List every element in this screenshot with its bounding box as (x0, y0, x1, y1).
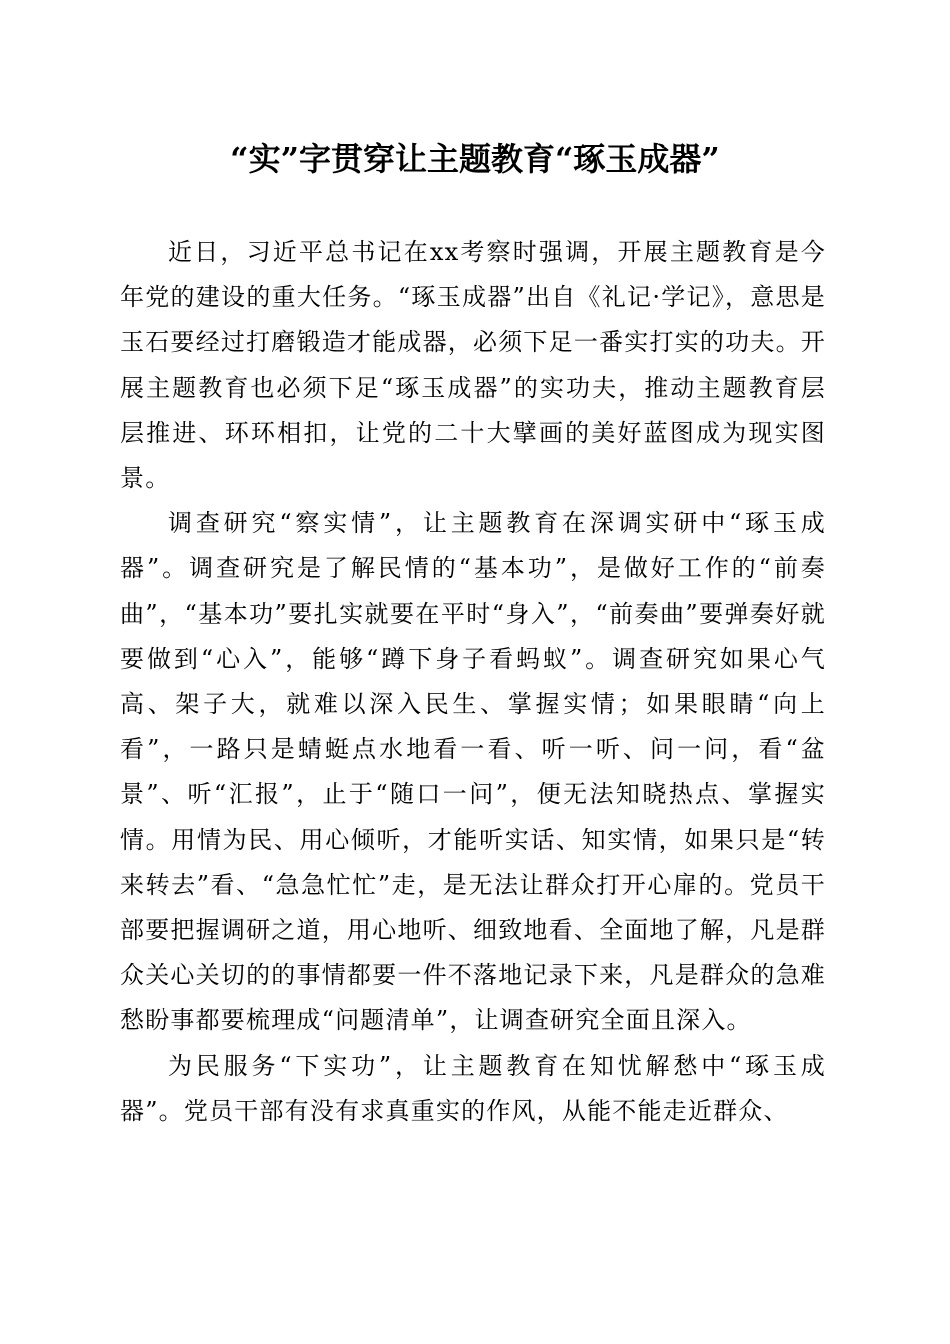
paragraph-3: 为民服务“下实功”，让主题教育在知忧解愁中“琢玉成器”。党员干部有没有求真重实的作风，从能不能走近群众、 (120, 1051, 826, 1125)
paragraph-1: 近日，习近平总书记在xx考察时强调，开展主题教育是今年党的建设的重大任务。“琢玉成器”出自《礼记·学记》，意思是玉石要经过打磨锻造才能成器，必须下足一番实打实的功夫。开展主题教育也必须下足“琢玉成器”的实功夫，推动主题教育层层推进、环环相扣，让党的二十大擘画的美好蓝图成为现实图景。 (120, 238, 826, 493)
paragraph-2: 调查研究“察实情”，让主题教育在深调实研中“琢玉成器”。调查研究是了解民情的“基本功”，是做好工作的“前奏曲”，“基本功”要扎实就要在平时“身入”，“前奏曲”要弹奏好就要做到“心入”，能够“蹲下身子看蚂蚁”。调查研究如果心气高、架子大，就难以深入民生、掌握实情；如果眼睛“向上看”，一路只是蜻蜓点水地看一看、听一听、问一问，看“盆景”、听“汇报”，止于“随口一问”，便无法知晓热点、掌握实情。用情为民、用心倾听，才能听实话、知实情，如果只是“转来转去”看、“急急忙忙”走，是无法让群众打开心扉的。党员干部要把握调研之道，用心地听、细致地看、全面地了解，凡是群众关心关切的的事情都要一件不落地记录下来，凡是群众的急难愁盼事都要梳理成“问题清单”，让调查研究全面且深入。 (120, 509, 826, 1035)
document-body (120, 230, 826, 1134)
document-title: “实”字贯穿让主题教育“琢玉成器” (230, 140, 720, 178)
